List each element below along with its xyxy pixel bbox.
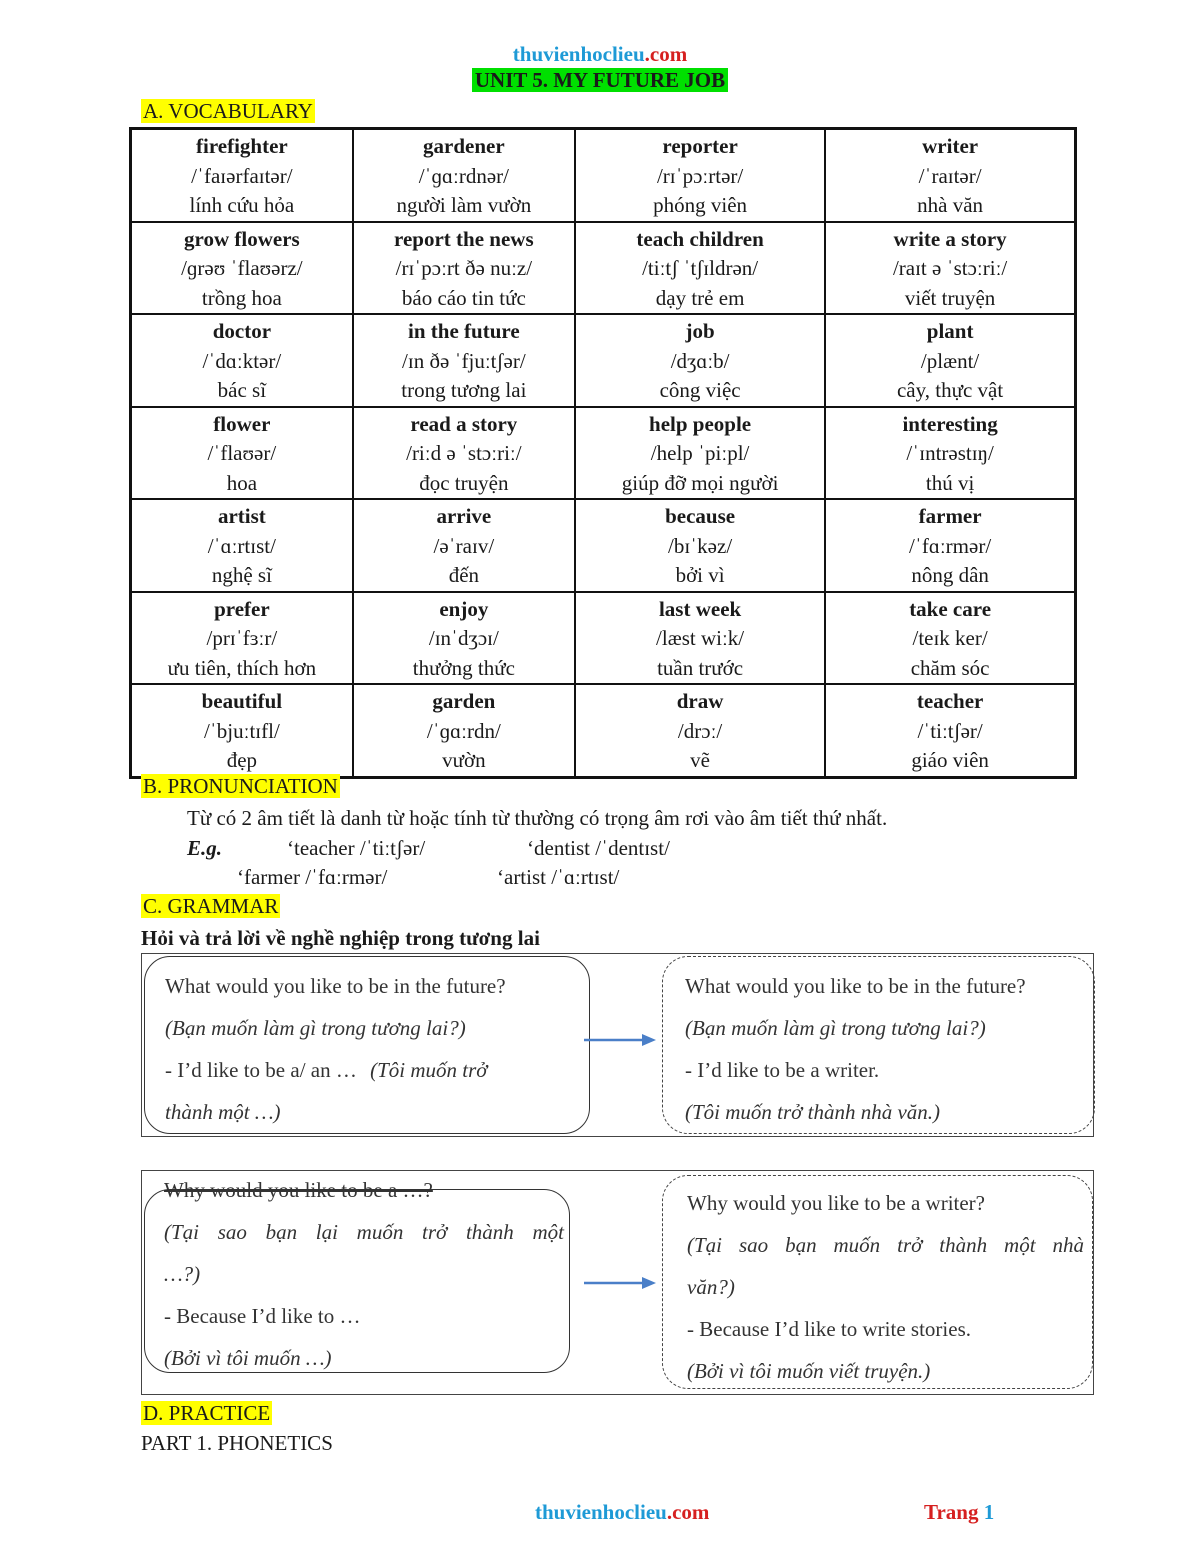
pronunciation-rule: Từ có 2 âm tiết là danh từ hoặc tính từ thường có trọng âm rơi vào âm tiết thứ nhất. [187, 806, 888, 830]
vocab-word: flower [213, 411, 271, 436]
footer-site: thuvienhoclieu.com [535, 1500, 710, 1524]
vocab-phonetic: /ˈtiːtʃər/ [917, 718, 983, 743]
table-row [131, 222, 1076, 315]
vocab-cell [575, 499, 825, 592]
answer-translation: thành một …) [165, 1100, 281, 1124]
vocab-word: garden [432, 689, 496, 713]
vocab-meaning: bởi vì [675, 563, 725, 587]
vocab-cell [131, 592, 353, 685]
vocab-word: writer [922, 134, 979, 158]
vocab-word: job [685, 319, 715, 343]
vocab-meaning: vườn [442, 748, 486, 772]
vocab-meaning: thưởng thức [412, 655, 515, 680]
example-artist: ‘artist /ˈɑːrtɪst/ [497, 865, 620, 889]
vocab-cell [353, 499, 575, 592]
grammar-box-why [141, 1170, 1094, 1395]
vocab-phonetic: /plænt/ [920, 348, 980, 373]
vocab-meaning: đẹp [226, 748, 258, 772]
answer-template: - I’d like to be a/ an … (Tôi muốn trở [165, 1058, 488, 1082]
table-row [131, 592, 1076, 685]
unit-title-text: UNIT 5. MY FUTURE JOB [472, 68, 728, 92]
vocab-word: read a story [410, 411, 518, 436]
vocab-phonetic: /ˈɑːrtɪst/ [207, 533, 276, 558]
table-row [131, 129, 1076, 222]
vocab-word: plant [926, 319, 974, 343]
vocab-meaning: viết truyện [904, 285, 996, 310]
example-answer-translation: (Tôi muốn trở thành nhà văn.) [685, 1100, 941, 1124]
site-name: thuvienhoclieu [512, 42, 645, 66]
vocab-meaning: nghệ sĩ [211, 563, 272, 587]
pronunciation-examples-row1 [187, 836, 670, 861]
vocab-phonetic: /dʒɑːb/ [670, 348, 730, 373]
vocab-cell [825, 314, 1075, 407]
vocab-word: artist [217, 504, 266, 528]
vocab-word: doctor [212, 319, 272, 343]
vocab-cell [825, 407, 1075, 500]
section-d-heading: D. PRACTICE [143, 1401, 271, 1425]
page-number: Trang 1 [924, 1500, 995, 1524]
vocab-meaning: nông dân [911, 563, 989, 587]
vocab-meaning: cây, thực vật [896, 378, 1004, 402]
page-title [0, 68, 1200, 93]
vocab-word: beautiful [201, 689, 283, 713]
vocab-meaning: lính cứu hỏa [189, 193, 295, 217]
why-example-bubble: Why would you like to be a writer? (Tại sao bạn muốn trở thành một nhà văn?) - Because I’d like to write stories. (Bởi vì tôi muốn viết truyện.) [662, 1175, 1093, 1389]
vocab-meaning: đến [448, 563, 480, 587]
vocab-cell [575, 592, 825, 685]
vocab-meaning: thú vị [925, 470, 975, 495]
vocab-phonetic: /ˈdɑːktər/ [202, 348, 282, 373]
vocab-cell [353, 592, 575, 685]
vocab-meaning: người làm vườn [396, 193, 532, 217]
why-template-text: (Tại sao bạn lại muốn trở thành một …?) - Because I’d like to … (Bởi vì tôi muốn …) [164, 1220, 564, 1370]
vocab-phonetic: /ɪnˈdʒɔɪ/ [428, 626, 499, 650]
vocab-cell [575, 129, 825, 222]
vocab-meaning: chăm sóc [910, 655, 990, 680]
vocab-meaning: phóng viên [653, 193, 748, 217]
vocab-meaning: tuần trước [657, 655, 744, 680]
vocab-word: arrive [436, 504, 492, 528]
vocab-phonetic: /raɪt ə ˈstɔːriː/ [892, 256, 1008, 280]
arrow-right-icon [582, 1273, 658, 1293]
why-question-template: Why would you like to be a …? [164, 1178, 433, 1202]
example-teacher: ‘teacher /ˈtiːtʃər/ [287, 836, 426, 860]
site-header [0, 42, 1200, 67]
vocab-cell [575, 407, 825, 500]
vocab-phonetic: /ˈfɑːrmər/ [909, 533, 992, 558]
vocab-word: gardener [423, 134, 505, 158]
vocabulary-table [129, 127, 1077, 779]
grammar-heading: Hỏi và trả lời về nghề nghiệp trong tương lai [141, 926, 540, 950]
vocab-meaning: trong tương lai [401, 378, 527, 402]
vocab-phonetic: /bɪˈkəz/ [668, 533, 733, 558]
vocab-word: in the future [408, 319, 520, 343]
vocab-cell [353, 407, 575, 500]
vocab-phonetic: /riːd ə ˈstɔːriː/ [406, 441, 522, 465]
vocab-meaning: nhà văn [917, 193, 984, 217]
vocab-cell [353, 684, 575, 777]
vocab-phonetic: /ˈɪntrəstɪŋ/ [906, 441, 994, 465]
vocab-phonetic: /prɪˈfɜːr/ [206, 626, 278, 650]
vocab-cell [575, 684, 825, 777]
vocab-phonetic: /drɔː/ [677, 718, 723, 743]
table-row [131, 314, 1076, 407]
vocab-word: enjoy [439, 596, 489, 621]
vocab-phonetic: /ˈfaɪərfaɪtər/ [191, 163, 293, 188]
vocab-phonetic: /rɪˈpɔːrtər/ [656, 163, 744, 188]
example-question: What would you like to be in the future? [685, 974, 1026, 998]
vocab-meaning: vẽ [690, 748, 710, 772]
site-domain: .com [644, 42, 688, 66]
vocab-phonetic: /ˈɡɑːrdnər/ [418, 163, 509, 188]
vocab-cell [131, 222, 353, 315]
vocab-word: teacher [916, 689, 984, 713]
vocab-cell [353, 222, 575, 315]
section-c-heading: C. GRAMMAR [143, 894, 279, 918]
vocab-word: last week [658, 596, 742, 621]
vocab-phonetic: /əˈraɪv/ [433, 533, 495, 558]
part1-heading: PART 1. PHONETICS [141, 1431, 333, 1455]
vocab-phonetic: /help ˈpiːpl/ [650, 441, 750, 465]
vocab-cell [825, 222, 1075, 315]
vocab-phonetic: /ˈɡɑːrdn/ [426, 718, 501, 743]
vocab-meaning: bác sĩ [217, 378, 267, 402]
arrow-right-icon [582, 1030, 658, 1050]
vocab-word: write a story [893, 226, 1007, 251]
vocab-word: teach children [636, 226, 764, 251]
vocab-meaning: báo cáo tin tức [401, 285, 526, 310]
vocab-phonetic: /læst wiːk/ [656, 626, 745, 650]
section-b-heading: B. PRONUNCIATION [143, 774, 338, 798]
section-a-heading: A. VOCABULARY [143, 99, 313, 123]
vocab-meaning: dạy trẻ em [655, 285, 745, 310]
vocab-meaning: giáo viên [911, 748, 989, 772]
vocab-word: take care [909, 596, 992, 621]
vocab-meaning: giúp đỡ mọi người [621, 470, 779, 495]
vocab-cell [353, 314, 575, 407]
vocab-phonetic: /ˈraɪtər/ [918, 163, 982, 188]
table-row [131, 499, 1076, 592]
table-row [131, 407, 1076, 500]
vocab-cell [825, 684, 1075, 777]
vocab-phonetic: /ɪn ðə ˈfjuːtʃər/ [402, 348, 526, 373]
vocab-cell [353, 129, 575, 222]
vocab-phonetic: /rɪˈpɔːrt ðə nuːz/ [395, 256, 533, 280]
vocab-word: help people [649, 411, 752, 436]
vocab-word: prefer [214, 596, 270, 621]
grammar-box-what [141, 953, 1094, 1137]
vocab-word: grow flowers [184, 226, 300, 251]
vocab-cell [825, 499, 1075, 592]
vocab-cell [825, 592, 1075, 685]
vocab-cell [131, 129, 353, 222]
vocab-word: report the news [394, 226, 534, 251]
vocab-meaning: đọc truyện [419, 470, 509, 495]
vocab-meaning: công việc [659, 378, 741, 402]
vocab-meaning: ưu tiên, thích hơn [167, 655, 317, 680]
example-answer: - I’d like to be a writer. [685, 1058, 880, 1082]
table-row [131, 684, 1076, 777]
vocab-meaning: hoa [226, 470, 258, 495]
q-translation: (Bạn muốn làm gì trong tương lai?) [165, 1016, 466, 1040]
example-dentist: ‘dentist /ˈdentɪst/ [527, 836, 670, 860]
vocab-phonetic: /ˈbjuːtɪfl/ [203, 718, 280, 743]
vocab-phonetic: /tiːtʃ ˈtʃɪldrən/ [642, 256, 759, 280]
vocab-cell [131, 314, 353, 407]
vocab-phonetic: /ˈflaʊər/ [207, 441, 277, 465]
eg-label: E.g. [187, 836, 223, 860]
vocab-cell [131, 407, 353, 500]
vocab-word: farmer [918, 504, 982, 528]
vocab-meaning: trồng hoa [201, 285, 282, 310]
vocab-word: reporter [662, 134, 738, 158]
example-bubble [662, 956, 1095, 1134]
vocab-word: interesting [902, 411, 998, 436]
vocab-cell [131, 684, 353, 777]
vocab-cell [575, 314, 825, 407]
vocab-cell [575, 222, 825, 315]
vocab-word: because [665, 504, 736, 528]
vocab-phonetic: /teɪk ker/ [912, 626, 988, 650]
vocab-phonetic: /ɡrəʊ ˈflaʊərz/ [181, 256, 303, 280]
example-farmer: ‘farmer /ˈfɑːrmər/ [237, 865, 388, 889]
vocab-cell [825, 129, 1075, 222]
vocab-word: draw [676, 689, 724, 713]
q-text: What would you like to be in the future? [165, 974, 506, 998]
vocab-word: firefighter [196, 134, 288, 158]
vocab-cell [131, 499, 353, 592]
example-question-translation: (Bạn muốn làm gì trong tương lai?) [685, 1016, 986, 1040]
question-template-bubble [144, 956, 590, 1134]
